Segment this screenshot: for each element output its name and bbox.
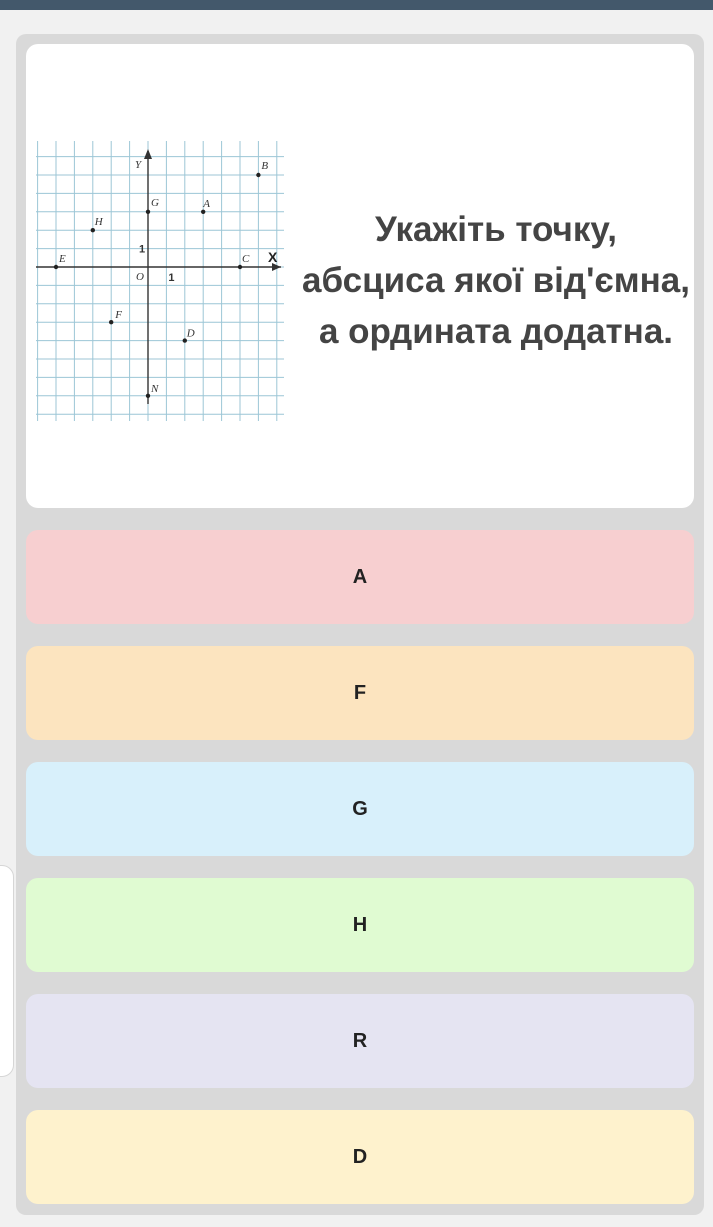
y-axis-label: Y xyxy=(135,159,142,171)
point-label-b: B xyxy=(261,160,269,172)
side-drawer-tab[interactable] xyxy=(0,865,14,1077)
option-label: H xyxy=(352,913,368,936)
unit-x-label: 1 xyxy=(168,272,175,284)
option-h[interactable] xyxy=(26,878,694,972)
coordinate-grid-image xyxy=(36,139,286,424)
point-label-n: N xyxy=(151,382,159,395)
point-label-g: G xyxy=(151,196,159,209)
point-label-c: C xyxy=(242,253,250,265)
y-axis-arrow-icon xyxy=(144,149,152,159)
question-card xyxy=(26,44,694,508)
option-label: F xyxy=(353,681,367,704)
option-label: G xyxy=(352,797,368,820)
option-label: A xyxy=(352,565,368,588)
option-label: D xyxy=(352,1145,368,1168)
option-a[interactable] xyxy=(26,530,694,624)
point-c xyxy=(238,265,242,269)
point-a xyxy=(201,210,205,214)
origin-label: O xyxy=(136,271,144,283)
question-line-1: Укажіть точку, xyxy=(375,210,617,249)
unit-y-label: 1 xyxy=(139,243,146,256)
option-g[interactable] xyxy=(26,762,694,856)
point-label-d: D xyxy=(186,327,195,340)
point-g xyxy=(146,210,150,214)
option-f[interactable] xyxy=(26,646,694,740)
point-b xyxy=(256,173,260,177)
question-text xyxy=(301,204,691,357)
point-n xyxy=(146,394,150,398)
quiz-panel xyxy=(16,34,704,1215)
question-line-3: а ордината додатна. xyxy=(318,312,674,351)
point-f xyxy=(109,320,113,324)
point-label-h: H xyxy=(94,216,103,229)
point-e xyxy=(54,265,58,269)
option-r[interactable] xyxy=(26,994,694,1088)
point-h xyxy=(91,228,95,232)
point-label-e: E xyxy=(59,253,66,265)
point-label-a: A xyxy=(203,197,210,210)
point-label-f: F xyxy=(115,309,122,322)
answer-options xyxy=(26,530,694,1226)
top-bar xyxy=(0,0,713,10)
x-axis-label: X xyxy=(268,249,278,265)
option-label: R xyxy=(352,1029,368,1052)
question-line-2: абсциса якої від'ємна, xyxy=(302,261,690,300)
option-d[interactable] xyxy=(26,1110,694,1204)
